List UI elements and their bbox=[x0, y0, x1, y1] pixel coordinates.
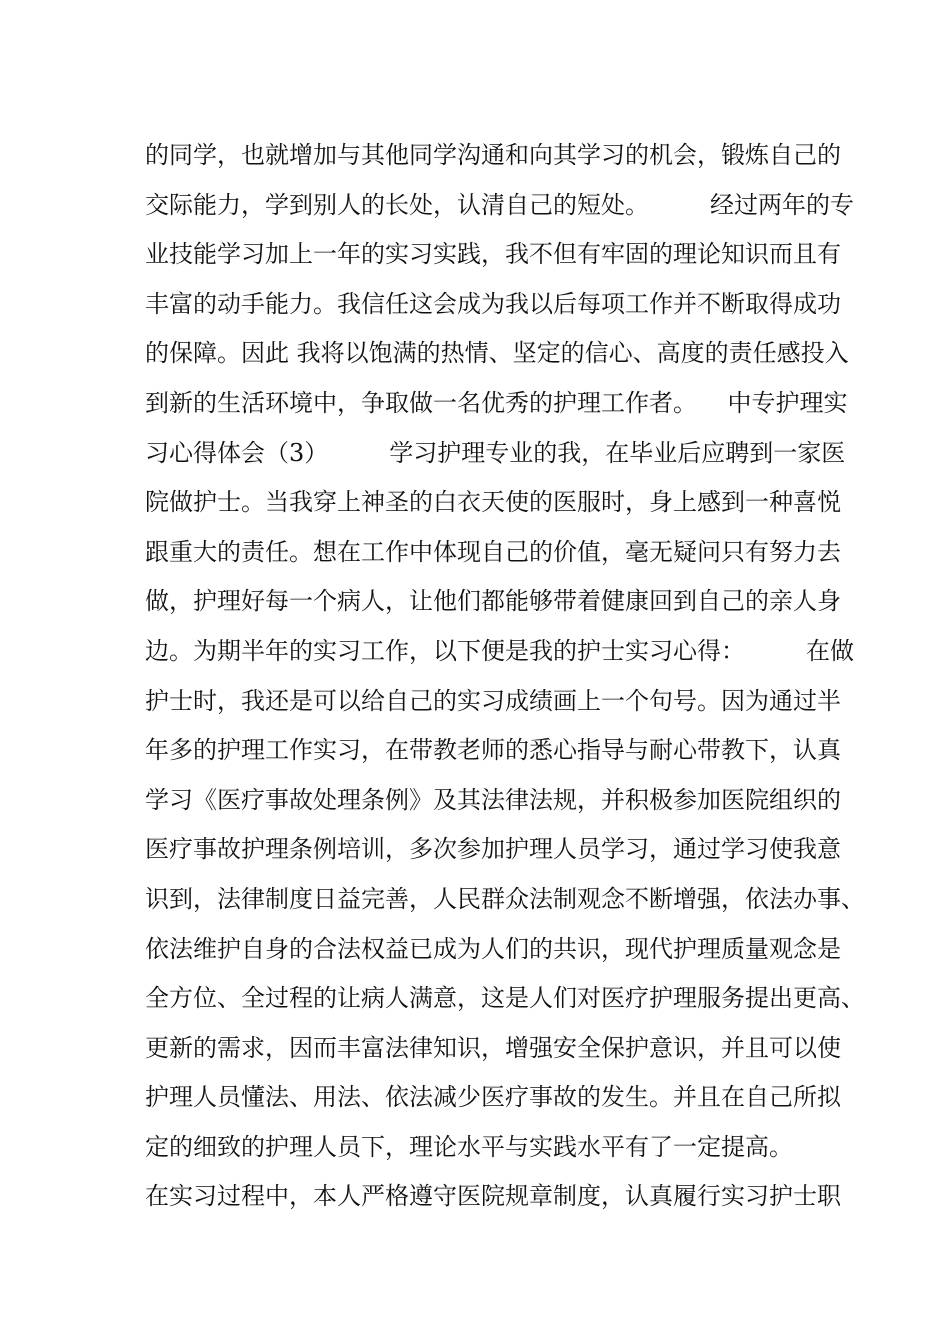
text-line: 护士时，我还是可以给自己的实习成绩画上一个句号。因为通过半 bbox=[145, 686, 841, 715]
text-line: 的同学，也就增加与其他同学沟通和向其学习的机会，锻炼自己的 bbox=[145, 141, 841, 169]
text-line: 的保障。因此 我将以饱满的热情、坚定的信心、高度的责任感投入 bbox=[145, 339, 849, 368]
text-line: 在实习过程中，本人严格遵守医院规章制度，认真履行实习护士职 bbox=[145, 1182, 841, 1211]
text-line: 跟重大的责任。想在工作中体现自己的价值，毫无疑问只有努力去 bbox=[145, 537, 841, 566]
text-line: 依法维护自身的合法权益已成为人们的共识，现代护理质量观念是 bbox=[145, 934, 841, 963]
text-line: 到新的生活环境中，争取做一名优秀的护理工作者。 中专护理实 bbox=[145, 388, 848, 417]
body-text bbox=[145, 131, 865, 1222]
text-line: 习心得体会（3） 学习护理专业的我，在毕业后应聘到一家医 bbox=[145, 438, 846, 467]
text-line: 做，护理好每一个病人，让他们都能够带着健康回到自己的亲人身 bbox=[145, 587, 841, 616]
text-line: 学习《医疗事故处理条例》及其法律法规，并积极参加医院组织的 bbox=[145, 785, 841, 814]
text-line: 交际能力，学到别人的长处，认清自己的短处。 经过两年的专 bbox=[145, 190, 855, 219]
text-line: 定的细致的护理人员下，理论水平与实践水平有了一定提高。 bbox=[145, 1132, 793, 1161]
text-line: 业技能学习加上一年的实习实践，我不但有牢固的理论知识而且有 bbox=[145, 240, 841, 269]
text-line: 识到，法律制度日益完善，人民群众法制观念不断增强，依法办事、 bbox=[145, 884, 865, 913]
text-line: 护理人员懂法、用法、依法减少医疗事故的发生。并且在自己所拟 bbox=[145, 1083, 841, 1112]
text-line: 边。为期半年的实习工作，以下便是我的护士实习心得： 在做 bbox=[145, 636, 855, 665]
text-line: 丰富的动手能力。我信任这会成为我以后每项工作并不断取得成功 bbox=[145, 289, 841, 318]
text-line: 医疗事故护理条例培训，多次参加护理人员学习，通过学习使我意 bbox=[145, 835, 841, 864]
text-line: 院做护士。当我穿上神圣的白衣天使的医服时，身上感到一种喜悦 bbox=[145, 488, 841, 517]
text-line: 全方位、全过程的让病人满意，这是人们对医疗护理服务提出更高、 bbox=[145, 984, 865, 1013]
text-line: 年多的护理工作实习，在带教老师的悉心指导与耐心带教下，认真 bbox=[145, 736, 841, 765]
text-line: 更新的需求，因而丰富法律知识，增强安全保护意识，并且可以使 bbox=[145, 1033, 841, 1062]
